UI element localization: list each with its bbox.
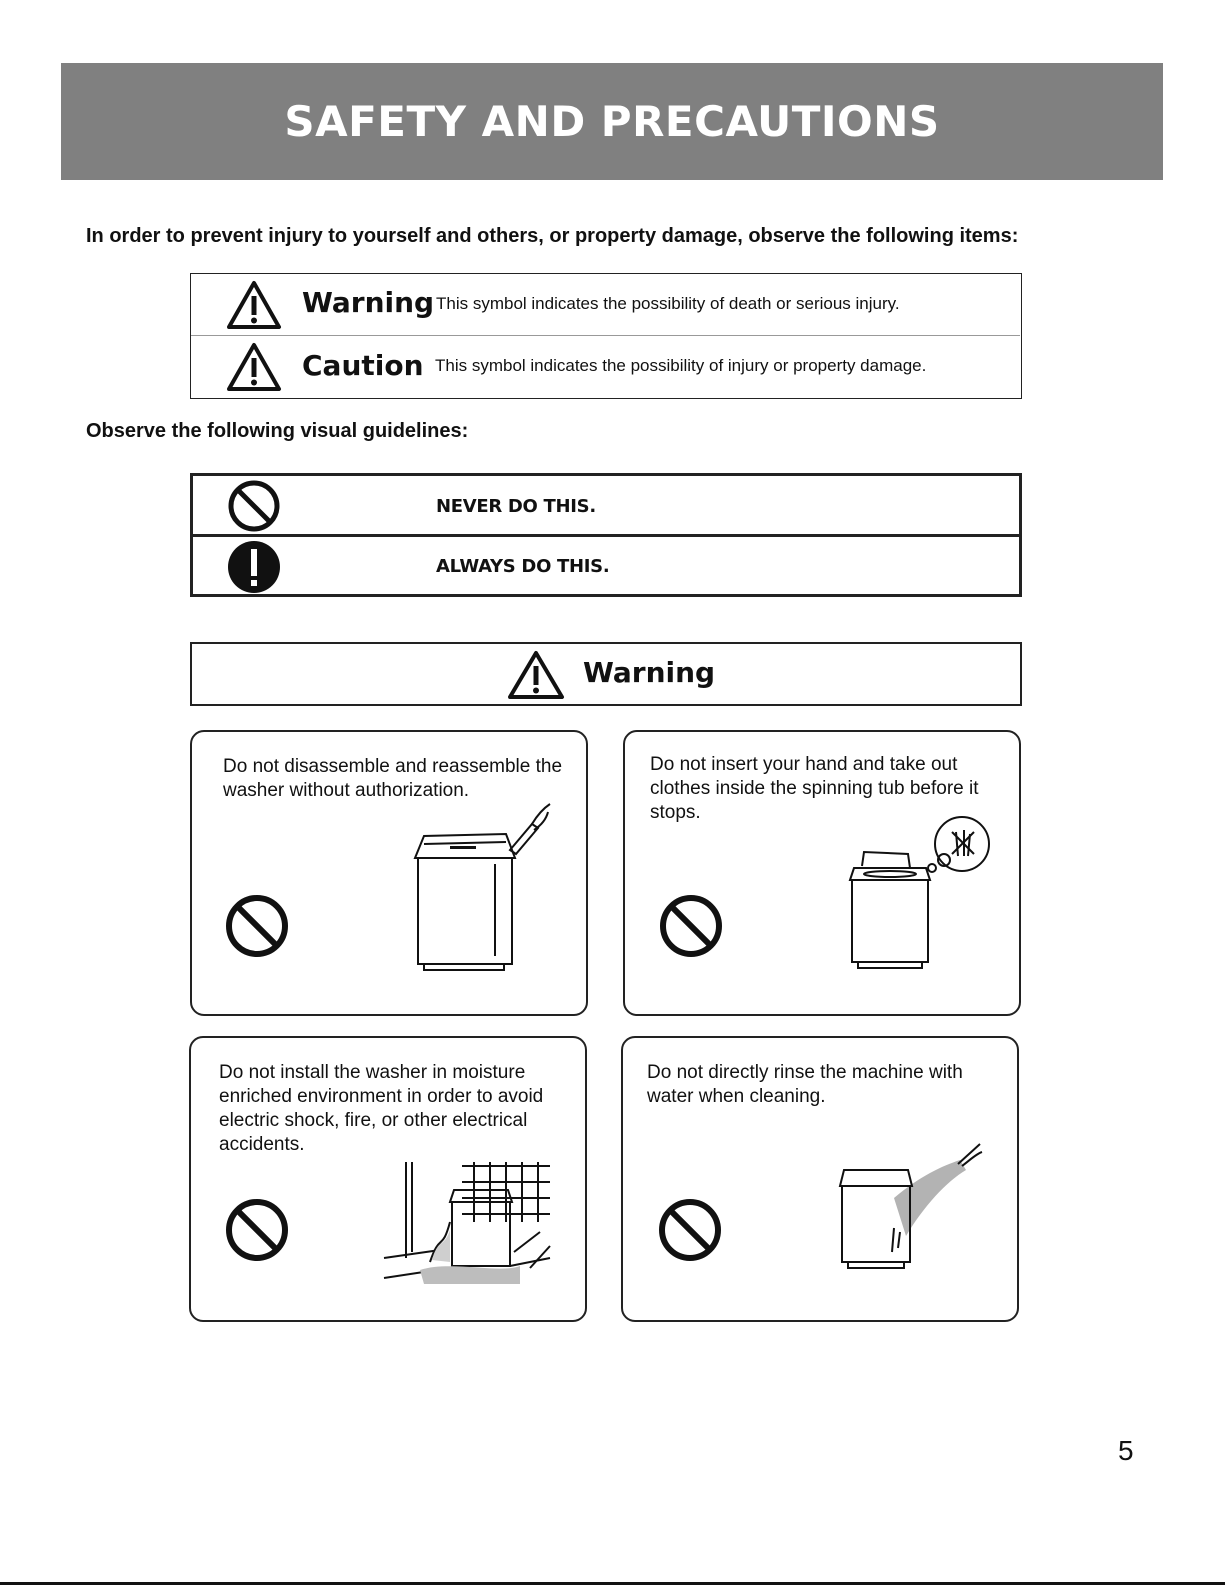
table-divider: [191, 335, 1020, 336]
card-text: Do not install the washer in moisture enriched environment in order to avoid electric shock, fire, or other electrical accidents.: [219, 1062, 544, 1155]
page-number: 5: [1118, 1435, 1134, 1466]
warning-triangle-icon: [226, 342, 282, 392]
warning-triangle-icon: [226, 280, 282, 330]
mandatory-exclamation-icon: [226, 540, 282, 594]
guidelines-heading: Observe the following visual guidelines:: [86, 420, 469, 442]
guideline-always: ALWAYS DO THIS.: [436, 556, 610, 577]
warning-triangle-icon: [507, 650, 565, 700]
symbol-term-caution: Caution: [302, 349, 424, 382]
card-text: Do not insert your hand and take out clothes inside the spinning tub before it stops.: [650, 754, 979, 823]
card-text: Do not directly rinse the machine with water when cleaning.: [647, 1062, 963, 1107]
prohibited-icon: [657, 1197, 723, 1263]
prohibited-icon: [658, 893, 724, 959]
intro-text: In order to prevent injury to yourself and others, or property damage, observe the following items:: [86, 225, 1019, 247]
symbol-desc-caution: This symbol indicates the possibility of injury or property damage.: [435, 356, 927, 375]
card-text: Do not disassemble and reassemble the washer without authorization.: [223, 756, 563, 801]
guidelines-table: [190, 473, 1022, 597]
table-divider: [193, 534, 1019, 537]
guideline-never: NEVER DO THIS.: [436, 496, 596, 517]
symbol-term-warning: Warning: [302, 286, 435, 319]
prohibited-icon: [224, 893, 290, 959]
prohibited-icon: [224, 1197, 290, 1263]
washer-spinning-tub-illustration: [840, 810, 1000, 980]
page-title: SAFETY AND PRECAUTIONS: [284, 97, 940, 146]
warning-banner-label: Warning: [583, 656, 716, 689]
symbol-desc-warning: This symbol indicates the possibility of death or serious injury.: [436, 294, 900, 313]
washer-disassembly-illustration: [410, 800, 560, 980]
washer-rinse-illustration: [830, 1136, 990, 1301]
washer-moisture-illustration: [380, 1162, 555, 1287]
prohibited-icon: [226, 480, 282, 532]
